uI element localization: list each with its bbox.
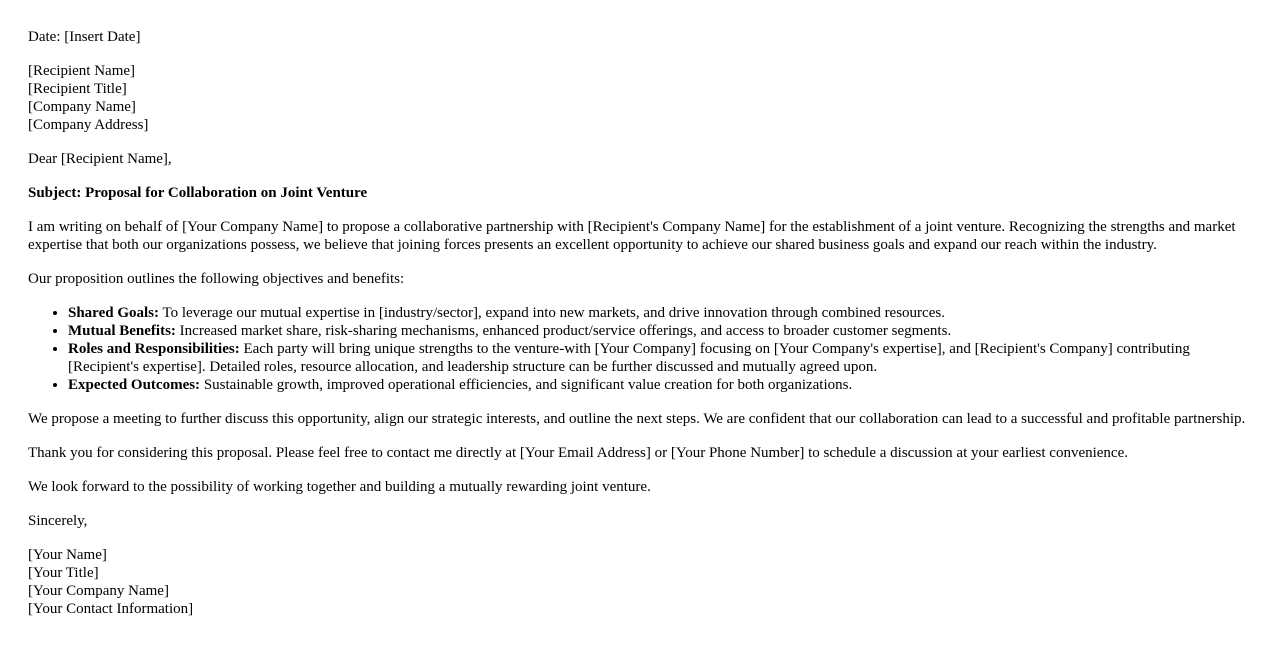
objectives-intro: Our proposition outlines the following objectives and benefits: bbox=[28, 271, 405, 287]
sender-name: [Your Name] bbox=[28, 547, 107, 563]
subject-line: Subject: Proposal for Collaboration on Joint Venture bbox=[28, 185, 368, 201]
objective-text: To leverage our mutual expertise in [industry/sector], expand into new markets, and drive innovation through combined resources. bbox=[159, 305, 945, 321]
objective-label: Expected Outcomes: bbox=[68, 377, 201, 393]
objective-label: Roles and Responsibilities: bbox=[68, 341, 240, 357]
date-line: Date: [Insert Date] bbox=[28, 29, 141, 45]
objective-text: Each party will bring unique strengths to the venture-with [Your Company] focusing on [Your Company's expertise], and [Recipient's Company] contributing [Recipient's expertise]. Detailed roles, resource allocation, and leadership structure can be further discussed and mutually agreed upon. bbox=[68, 341, 1190, 375]
letter-document bbox=[28, 28, 1256, 634]
list-item-roles-responsibilities bbox=[68, 340, 1256, 376]
salutation: Dear [Recipient Name], bbox=[28, 151, 172, 167]
signoff: Sincerely, bbox=[28, 513, 88, 529]
recipient-address: [Company Address] bbox=[28, 117, 149, 133]
closing-paragraph: We look forward to the possibility of working together and building a mutually rewarding joint venture. bbox=[28, 479, 651, 495]
recipient-company: [Company Name] bbox=[28, 99, 136, 115]
objectives-list bbox=[28, 304, 1256, 394]
objective-label: Mutual Benefits: bbox=[68, 323, 176, 339]
recipient-title: [Recipient Title] bbox=[28, 81, 127, 97]
sender-signature-block bbox=[28, 546, 1256, 618]
thanks-paragraph: Thank you for considering this proposal. Please feel free to contact me directly at [Your Email Address] or [Your Phone Number] to schedule a discussion at your earliest convenience. bbox=[28, 445, 1128, 461]
meeting-paragraph: We propose a meeting to further discuss this opportunity, align our strategic interests, and outline the next steps. We are confident that our collaboration can lead to a successful and profitable partnership. bbox=[28, 411, 1246, 427]
sender-contact: [Your Contact Information] bbox=[28, 601, 194, 617]
recipient-name: [Recipient Name] bbox=[28, 63, 136, 79]
intro-paragraph: I am writing on behalf of [Your Company Name] to propose a collaborative partnership with [Recipient's Company Name] for the establishment of a joint venture. Recognizing the strengths and market expertise that both our organizations possess, we believe that joining forces presents an excellent opportunity to achieve our shared business goals and expand our reach within the industry. bbox=[28, 219, 1236, 253]
objective-text: Sustainable growth, improved operational efficiencies, and significant value creation for both organizations. bbox=[200, 377, 853, 393]
objective-label: Shared Goals: bbox=[68, 305, 159, 321]
sender-title: [Your Title] bbox=[28, 565, 99, 581]
list-item-expected-outcomes bbox=[68, 376, 1256, 394]
list-item-shared-goals bbox=[68, 304, 1256, 322]
sender-company: [Your Company Name] bbox=[28, 583, 169, 599]
recipient-address-block bbox=[28, 62, 1256, 134]
list-item-mutual-benefits bbox=[68, 322, 1256, 340]
objective-text: Increased market share, risk-sharing mechanisms, enhanced product/service offerings, and access to broader customer segments. bbox=[175, 323, 952, 339]
